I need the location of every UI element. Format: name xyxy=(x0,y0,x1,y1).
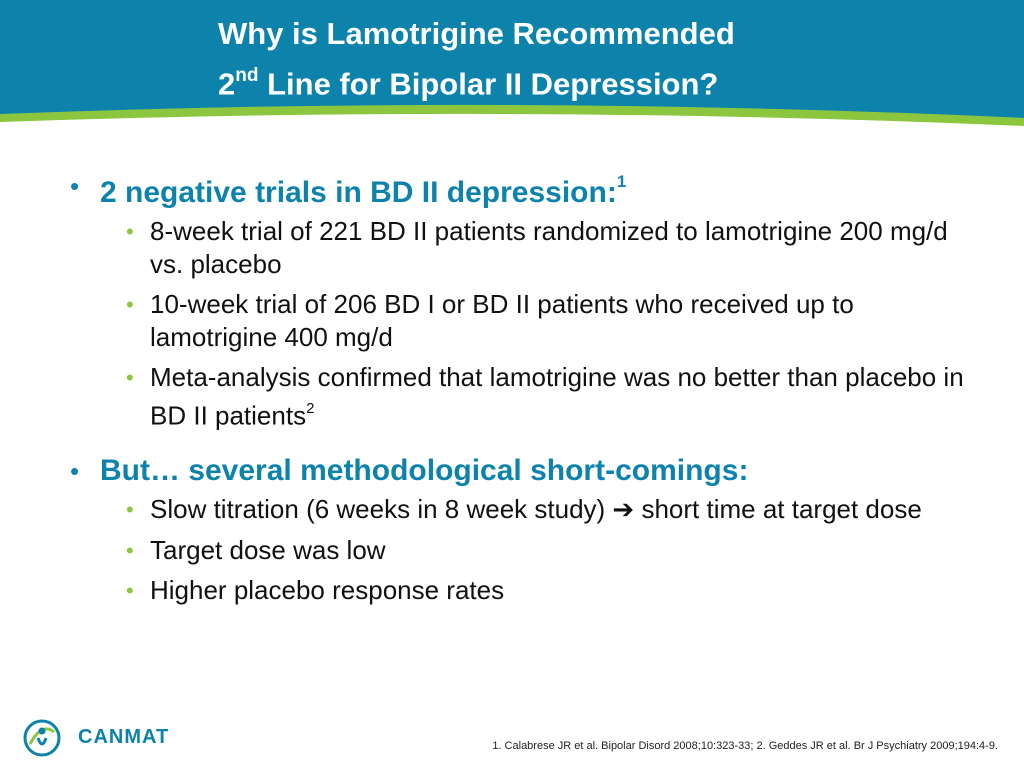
list-item xyxy=(70,361,970,433)
list-item xyxy=(70,288,970,354)
list-item-text: Meta-analysis confirmed that lamotrigine was no better than placebo in BD II patients xyxy=(150,362,964,431)
section-heading-text: But… several methodological short-comings: xyxy=(100,453,749,487)
list-item-text-continued: short time at target dose xyxy=(641,493,922,524)
list-item-text: Higher placebo response rates xyxy=(150,574,505,605)
title-bar xyxy=(0,0,1024,122)
section-spacer xyxy=(70,433,970,451)
title-line-1: Why is Lamotrigine Recommended xyxy=(218,16,735,51)
list-item-text: Target dose was low xyxy=(150,534,386,565)
slide-title xyxy=(218,12,998,106)
section-heading-text: 2 negative trials in BD II depression: xyxy=(100,176,617,209)
title-line-2 xyxy=(218,56,998,106)
section-heading-shortcomings xyxy=(70,451,970,491)
list-item xyxy=(70,534,970,567)
bullet-icon: • xyxy=(126,537,134,563)
canmat-logo-icon xyxy=(20,716,64,760)
list-item xyxy=(70,493,970,527)
bullet-icon: • xyxy=(126,496,134,522)
bullet-icon: • xyxy=(70,455,80,486)
arrow-right-icon: ➔ xyxy=(612,494,635,525)
bullet-icon: • xyxy=(126,292,134,317)
section-heading-negative-trials xyxy=(70,166,970,213)
references-footnote: 1. Calabrese JR et al. Bipolar Disord 2008;10:323-33; 2. Geddes JR et al. Br J Psychiatry 2009;194:4-9. xyxy=(492,740,998,752)
title-line-2-text: Line for Bipolar II Depression? xyxy=(258,66,719,102)
list-item xyxy=(70,574,970,607)
bullet-icon: • xyxy=(126,219,134,244)
list-item-text: 10-week trial of 206 BD I or BD II patients who received up to lamotrigine 400 mg/d xyxy=(150,289,854,352)
citation-ref: 2 xyxy=(306,400,315,417)
list-item xyxy=(70,215,970,281)
slide-body xyxy=(70,166,970,607)
title-ordinal-suffix: nd xyxy=(235,65,259,86)
title-ordinal-number: 2 xyxy=(218,66,236,102)
citation-ref: 1 xyxy=(616,172,627,191)
list-item-text: 8-week trial of 221 BD II patients randomized to lamotrigine 200 mg/d vs. placebo xyxy=(150,216,948,279)
canmat-logo xyxy=(20,716,170,760)
bullet-icon: • xyxy=(70,171,80,201)
list-item-text: Slow titration (6 weeks in 8 week study) xyxy=(150,493,613,524)
bullet-icon: • xyxy=(126,577,134,603)
canmat-logo-text: CANMAT xyxy=(78,726,170,748)
bullet-icon: • xyxy=(126,365,134,390)
